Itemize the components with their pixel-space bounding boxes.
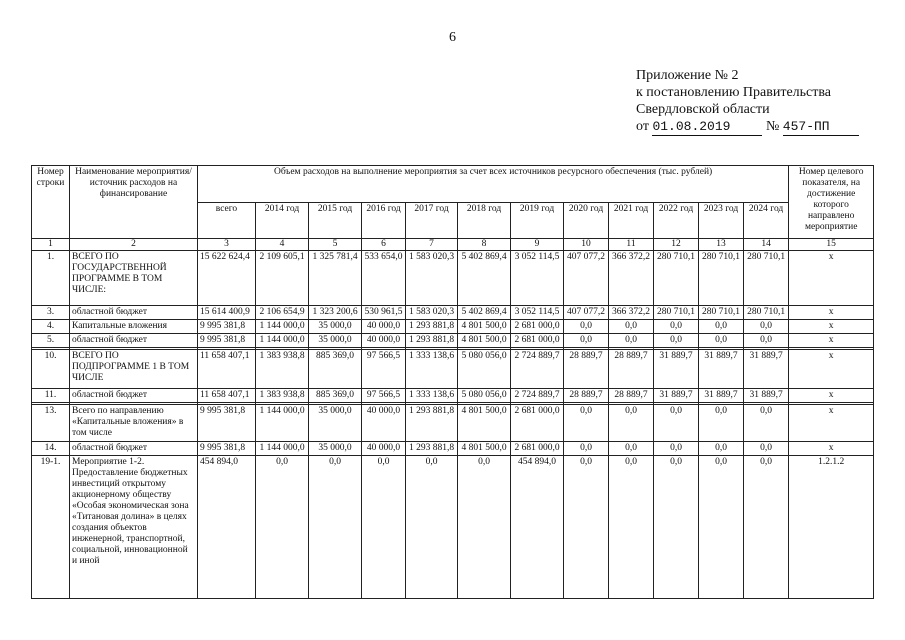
value-cell: 280 710,1 [699,306,744,320]
value-cell: 0,0 [609,405,654,442]
header-name: Наименование мероприятия/источник расходов на финансирование [70,166,198,239]
target-cell: x [789,334,874,348]
target-cell: x [789,306,874,320]
table-row [32,306,874,320]
target-cell: x [789,405,874,442]
value-cell: 0,0 [654,405,699,442]
header-row-1 [32,166,874,203]
value-cell: 0,0 [609,320,654,334]
column-number: 7 [406,239,458,251]
column-number: 15 [789,239,874,251]
value-cell: 1 144 000,0 [256,320,309,334]
value-cell: 0,0 [609,456,654,599]
value-cell: 1 293 881,8 [406,320,458,334]
value-cell: 35 000,0 [309,320,362,334]
value-cell: 0,0 [362,456,406,599]
value-cell: 9 995 381,8 [198,442,256,456]
value-cell: 1 293 881,8 [406,405,458,442]
column-numbers-row [32,239,874,251]
value-cell: 31 889,7 [654,350,699,389]
budget-table [31,165,874,599]
value-cell: 2 681 000,0 [511,334,564,348]
value-cell: 4 801 500,0 [458,442,511,456]
column-number: 12 [654,239,699,251]
column-number: 2 [70,239,198,251]
header-year: 2020 год [564,202,609,239]
appendix-line-3: Свердловской области [636,102,770,117]
table-row [32,442,874,456]
value-cell: 31 889,7 [699,350,744,389]
value-cell: 0,0 [654,456,699,599]
value-cell: 0,0 [256,456,309,599]
value-cell: 28 889,7 [609,350,654,389]
row-number-cell: 4. [32,320,70,334]
value-cell: 2 681 000,0 [511,320,564,334]
table-row [32,251,874,306]
value-cell: 1 383 938,8 [256,350,309,389]
value-cell: 11 658 407,1 [198,350,256,389]
column-number: 11 [609,239,654,251]
value-cell: 0,0 [699,320,744,334]
value-cell: 0,0 [406,456,458,599]
value-cell: 4 801 500,0 [458,320,511,334]
decree-number: 457-ПП [782,119,830,134]
value-cell: 0,0 [309,456,362,599]
value-cell: 0,0 [744,334,789,348]
column-number: 9 [511,239,564,251]
value-cell: 407 077,2 [564,251,609,306]
decree-date: 01.08.2019 [652,119,731,134]
value-cell: 31 889,7 [744,389,789,403]
value-cell: 454 894,0 [511,456,564,599]
value-cell: 1 583 020,3 [406,306,458,320]
row-number-cell: 3. [32,306,70,320]
value-cell: 530 961,5 [362,306,406,320]
value-cell: 280 710,1 [654,306,699,320]
value-cell: 280 710,1 [654,251,699,306]
header-group: Объем расходов на выполнение мероприятия за счет всех источников ресурсного обеспечения (тыс. рублей) [198,166,789,203]
value-cell: 0,0 [699,456,744,599]
column-number: 5 [309,239,362,251]
value-cell: 40 000,0 [362,405,406,442]
header-year: 2023 год [699,202,744,239]
row-number-cell: 19-1. [32,456,70,599]
value-cell: 0,0 [564,334,609,348]
value-cell: 28 889,7 [564,389,609,403]
value-cell: 9 995 381,8 [198,405,256,442]
value-cell: 2 724 889,7 [511,389,564,403]
value-cell: 15 622 624,4 [198,251,256,306]
target-cell: x [789,350,874,389]
value-cell: 1 333 138,6 [406,350,458,389]
header-year: 2024 год [744,202,789,239]
table-row [32,456,874,599]
value-cell: 407 077,2 [564,306,609,320]
target-cell: x [789,389,874,403]
column-number: 14 [744,239,789,251]
value-cell: 0,0 [564,320,609,334]
value-cell: 97 566,5 [362,350,406,389]
appendix-date-line [636,118,896,136]
header-target: Номер целевого показателя, на достижение которого направлено мероприятие [789,166,874,239]
value-cell: 4 801 500,0 [458,405,511,442]
value-cell: 1 383 938,8 [256,389,309,403]
table-row [32,389,874,403]
header-year: 2021 год [609,202,654,239]
value-cell: 454 894,0 [198,456,256,599]
table-row [32,405,874,442]
row-name-cell: областной бюджет [70,334,198,348]
value-cell: 0,0 [699,405,744,442]
value-cell: 40 000,0 [362,442,406,456]
table-row [32,350,874,389]
header-year: 2022 год [654,202,699,239]
value-cell: 1 583 020,3 [406,251,458,306]
value-cell: 0,0 [564,442,609,456]
value-cell: 1 144 000,0 [256,442,309,456]
value-cell: 0,0 [654,442,699,456]
value-cell: 2 681 000,0 [511,442,564,456]
value-cell: 35 000,0 [309,405,362,442]
appendix-title: Приложение № 2 [636,68,739,83]
value-cell: 2 681 000,0 [511,405,564,442]
header-year: 2014 год [256,202,309,239]
row-number-cell: 13. [32,405,70,442]
header-year: 2018 год [458,202,511,239]
target-cell: x [789,320,874,334]
value-cell: 35 000,0 [309,334,362,348]
value-cell: 0,0 [564,405,609,442]
value-cell: 31 889,7 [744,350,789,389]
number-prefix: № [765,119,780,134]
value-cell: 1 293 881,8 [406,442,458,456]
value-cell: 533 654,0 [362,251,406,306]
value-cell: 2 109 605,1 [256,251,309,306]
value-cell: 885 369,0 [309,389,362,403]
column-number: 6 [362,239,406,251]
value-cell: 3 052 114,5 [511,306,564,320]
value-cell: 2 724 889,7 [511,350,564,389]
value-cell: 2 106 654,9 [256,306,309,320]
value-cell: 1 144 000,0 [256,334,309,348]
value-cell: 1 144 000,0 [256,405,309,442]
row-name-cell: ВСЕГО ПО ГОСУДАРСТВЕННОЙ ПРОГРАММЕ В ТОМ ЧИСЛЕ: [70,251,198,306]
appendix-line-2: к постановлению Правительства [636,85,832,100]
value-cell: 40 000,0 [362,334,406,348]
value-cell: 0,0 [654,320,699,334]
value-cell: 366 372,2 [609,306,654,320]
value-cell: 15 614 400,9 [198,306,256,320]
column-number: 10 [564,239,609,251]
value-cell: 0,0 [564,456,609,599]
value-cell: 0,0 [699,442,744,456]
row-name-cell: ВСЕГО ПО ПОДПРОГРАММЕ 1 В ТОМ ЧИСЛЕ [70,350,198,389]
row-name-cell: Мероприятие 1-2. Предоставление бюджетных инвестиций открытому акционерному обществу «Особая экономическая зона «Титановая долина» в целях создания объектов инженерной, транспортной, социальной, инновационной и иной [70,456,198,599]
value-cell: 0,0 [699,334,744,348]
target-cell: x [789,251,874,306]
row-name-cell: областной бюджет [70,389,198,403]
row-number-cell: 5. [32,334,70,348]
value-cell: 885 369,0 [309,350,362,389]
header-year: всего [198,202,256,239]
value-cell: 28 889,7 [564,350,609,389]
value-cell: 1 333 138,6 [406,389,458,403]
table-row [32,320,874,334]
value-cell: 40 000,0 [362,320,406,334]
appendix-block [636,67,896,136]
row-number-cell: 14. [32,442,70,456]
column-number: 13 [699,239,744,251]
value-cell: 0,0 [744,456,789,599]
row-name-cell: областной бюджет [70,442,198,456]
value-cell: 5 402 869,4 [458,251,511,306]
value-cell: 5 402 869,4 [458,306,511,320]
value-cell: 0,0 [609,334,654,348]
value-cell: 35 000,0 [309,442,362,456]
row-number-cell: 1. [32,251,70,306]
column-number: 1 [32,239,70,251]
header-year: 2017 год [406,202,458,239]
date-prefix: от [636,119,649,134]
row-name-cell: областной бюджет [70,306,198,320]
value-cell: 11 658 407,1 [198,389,256,403]
column-number: 4 [256,239,309,251]
header-year: 2019 год [511,202,564,239]
value-cell: 3 052 114,5 [511,251,564,306]
value-cell: 0,0 [458,456,511,599]
value-cell: 280 710,1 [744,251,789,306]
value-cell: 0,0 [744,405,789,442]
value-cell: 9 995 381,8 [198,320,256,334]
row-number-cell: 10. [32,350,70,389]
value-cell: 5 080 056,0 [458,389,511,403]
value-cell: 31 889,7 [699,389,744,403]
value-cell: 1 323 200,6 [309,306,362,320]
value-cell: 31 889,7 [654,389,699,403]
value-cell: 9 995 381,8 [198,334,256,348]
value-cell: 97 566,5 [362,389,406,403]
value-cell: 0,0 [654,334,699,348]
value-cell: 0,0 [609,442,654,456]
column-number: 3 [198,239,256,251]
value-cell: 0,0 [744,320,789,334]
value-cell: 0,0 [744,442,789,456]
header-year: 2015 год [309,202,362,239]
value-cell: 1 293 881,8 [406,334,458,348]
row-number-cell: 11. [32,389,70,403]
target-cell: 1.2.1.2 [789,456,874,599]
page-number: 6 [449,30,456,45]
target-cell: x [789,442,874,456]
table-row [32,334,874,348]
table-body [32,251,874,599]
row-name-cell: Капитальные вложения [70,320,198,334]
value-cell: 4 801 500,0 [458,334,511,348]
value-cell: 280 710,1 [744,306,789,320]
header-year: 2016 год [362,202,406,239]
value-cell: 280 710,1 [699,251,744,306]
header-row-number: Номер строки [32,166,70,239]
column-number: 8 [458,239,511,251]
value-cell: 1 325 781,4 [309,251,362,306]
row-name-cell: Всего по направлению «Капитальные вложения» в том числе [70,405,198,442]
value-cell: 28 889,7 [609,389,654,403]
value-cell: 366 372,2 [609,251,654,306]
value-cell: 5 080 056,0 [458,350,511,389]
